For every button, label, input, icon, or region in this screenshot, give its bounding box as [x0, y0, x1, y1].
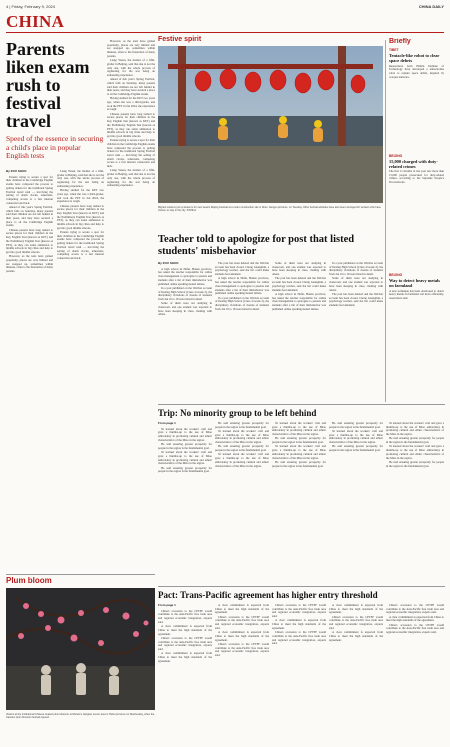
- section-name: CHINA: [6, 12, 65, 31]
- trip-para: He said ensuring greater prosperity for people in the region is the fundamental goal.: [386, 436, 444, 445]
- section-header: [6, 11, 444, 33]
- brief-headline: Tentacle-like robot to clear space debris: [389, 53, 440, 63]
- lead-para: Parents trying to secure a spot for their children in the Cambridge English exams have compared the process to getting tickets for the traditional Spring Festival travel rush — involving the setting of alarm clocks, rehearsals, competing access to a fast internet connection and luck.: [6, 174, 53, 205]
- lead-para: Chinese parents have long rushed to secure places for their children in the Key English Test (known as KET) and the Preliminary English Test (known as PET), as they can assist admission to middle schools in big cities and help to get into good middle schools.: [6, 227, 53, 254]
- lead-para: Ahead of this year's Spring Festival, which falls on Saturday, many parents said their children are not left behind in their peers, and they have secured a place to sit the Cambridge English exams.: [107, 77, 155, 97]
- briefly-title: Briefly: [389, 38, 411, 45]
- lead-para: Liang Yanan, the mother of a fifth-grader in Beijing, said that she is not the only one, with the whole process of registering for the test being an exhausting experience.: [57, 170, 104, 188]
- brief-place: BEIJING: [389, 153, 403, 158]
- lead-body-col2: [57, 170, 104, 570]
- pact-col5: [386, 604, 444, 744]
- plum-photo: [6, 588, 155, 710]
- lead-para: However, as the tests have gained popularity, places are very limited and are snapped up, sometimes within minutes, often to the frustration of many parents.: [107, 40, 155, 58]
- plum-rule: [6, 574, 155, 575]
- lead-body-col3: [107, 40, 155, 570]
- festive-photo: [158, 46, 383, 203]
- trip-para: Xi learned about the workers' craft and gave a thumbs-up to the use of Miao embroidery in promoting cultural and ethnic characteristics of the Miao in the region.: [272, 422, 326, 437]
- brief-place: TIBET: [389, 48, 399, 52]
- teacher-para: In a post published on the WeChat account of Dexing High School (Class 4 Grade 2), the disciplinary violations of dozens of students from Jan 16 to 18 were listed in detail.: [158, 285, 212, 301]
- brief-headline: 15,000 charged with duty-related crimes: [389, 158, 438, 169]
- brief-body: Researchers from Harbin Institute of Technology have developed a tentacle-like robot to capture space debris, inspired by octopus tentacles.: [389, 64, 444, 79]
- teacher-para: In a post published on the WeChat account of Dexing High School (Class 4 Grade 2), the disciplinary violations of dozens of students from Jan 16 to 18 were listed in detail.: [329, 262, 383, 277]
- teacher-col1: [158, 262, 212, 402]
- brief-headline: Way to detect heavy metals on farmland: [389, 278, 440, 288]
- trip-col4: [329, 422, 383, 582]
- trip-para: He said ensuring greater prosperity for people in the region is the fundamental goal.: [215, 422, 269, 429]
- pact-para: A clear commitment is expected from China to meet the high standards of the agreement.: [158, 651, 212, 663]
- trip-from: From page 1: [158, 422, 176, 425]
- pact-para: China's accession to the CPTPP would contribute to the Asia-Pacific free trade area and regional economic integration, experts said.: [215, 614, 269, 630]
- pact-para: A clear commitment is expected from China to meet the high standards of the agreement.: [215, 604, 269, 615]
- briefly-sidebar: [389, 38, 444, 402]
- trip-col1: [158, 422, 212, 582]
- teacher-para: The post has been deleted and the WeChat account has been closed. Cheng Guangmin, a psychology teacher, said the list could make students feel ashamed.: [329, 291, 383, 307]
- trip-para: He said ensuring greater prosperity for people in the region is the fundamental goal.: [272, 459, 326, 468]
- trip-col3: [272, 422, 326, 582]
- teacher-para: A high school in Hefei, Hunan province, has asked the teacher responsible for online class management to apologize to parents and students after a list of their misbehavior was published online sparking heated debate.: [272, 291, 326, 311]
- briefly-rule: [385, 40, 386, 402]
- teacher-para: The post has been deleted and the WeChat account has been closed. Cheng Guangmin, a psychology teacher, said the list could make students feel ashamed.: [272, 276, 326, 292]
- trip-headline: Trip: No minority group to be left behind: [158, 408, 317, 418]
- lead-para: Chinese parents have long rushed to secure places for their children in the Key English Test (known as KET) and the Preliminary English Test (known as PET), as they can assist admission to middle schools in big cities and help to get into good middle schools.: [57, 203, 104, 230]
- pact-para: China's accession to the CPTPP would contribute to the Asia-Pacific free trade area and regional economic integration, experts said.: [272, 630, 326, 646]
- lead-body-col1: [6, 170, 53, 570]
- teacher-para: The post has been deleted and the WeChat account has been closed. Cheng Guangmin, a psychology teacher, said the list could make students feel ashamed.: [215, 262, 269, 277]
- pact-para: China's accession to the CPTPP would contribute to the Asia-Pacific free trade area and regional economic integration, experts said.: [329, 614, 383, 630]
- lead-headline: Parents liken exam rush to festival travel: [6, 39, 90, 131]
- lead-para: Liang Yanan, the mother of a fifth-grader in Beijing, said that she is not the only one, with the whole process of registering for the test being an exhausting experience.: [107, 58, 155, 77]
- teacher-para: Some of them were not studying in classroom, and one student was reported to have been sleeping in class, chatting with others.: [158, 301, 212, 317]
- lead-para: However, as the tests have gained popularity, places are very limited and are snapped up, sometimes within minutes, often to the frustration of many parents.: [6, 254, 53, 274]
- trip-col2: [215, 422, 269, 582]
- pact-para: A clear commitment is expected from China to meet the high standards of the agreement.: [272, 618, 326, 630]
- plum-caption: Visitors at the Institutional Chinese treated plum blossom at Wuhan's Jiangtan scenic area in Hubei province on Wednesday, when the Canoiun plum blossom festival opened.: [6, 713, 155, 720]
- festive-photo-art: [158, 46, 383, 203]
- pact-col4: [329, 604, 383, 744]
- lead-para: Having studied for the KET two years ago, when she was a third-grader, and took the PET in Jan 2024, the experience is tough.: [57, 188, 104, 204]
- pact-col2: [215, 604, 269, 744]
- teacher-para: Some of them were not studying in classroom, and one student was reported to have been sleeping in class, chatting with others.: [272, 262, 326, 277]
- trip-para: He said ensuring greater prosperity for people in the region is the fundamental goal.: [329, 422, 383, 429]
- page-date: 4 | Friday, February 9, 2024: [6, 4, 55, 9]
- lead-byline: By ZOU SHUO: [6, 170, 27, 173]
- lead-story: [6, 40, 104, 161]
- teacher-byline: By ZOU SHUO: [158, 262, 179, 265]
- teacher-para: Some of them were not studying in classroom, and one student was reported to have been sleeping in class, chatting with others.: [329, 276, 383, 292]
- trip-para: He said ensuring greater prosperity for people in the region is the fundamental goal.: [158, 465, 212, 474]
- teacher-para: A high school in Hefei, Hunan province, has asked the teacher responsible for online class management to apologize to parents and students after a list of their misbehavior was published online sparking heated debate.: [158, 266, 212, 286]
- pact-para: A clear commitment is expected from China to meet the high standards of the agreement.: [215, 630, 269, 642]
- teacher-headline: Teacher told to apologize for post that listed students' misbehavior: [158, 234, 355, 257]
- pact-para: China's accession to the CPTPP would contribute to the Asia-Pacific free trade area and regional economic integration, experts said.: [215, 641, 269, 657]
- pact-para: A clear commitment is expected from China to meet the high standards of the agreement.: [329, 630, 383, 642]
- trip-para: He said ensuring greater prosperity for people in the region is the fundamental goal.: [329, 444, 383, 453]
- brief-body: A new technique has been developed to detect heavy metals in farmland soil more efficiently, researchers said.: [389, 289, 444, 300]
- festive-label: Festive spirit: [158, 36, 202, 43]
- trip-para: Xi learned about the workers' craft and gave a thumbs-up to the use of Miao embroidery in promoting cultural and ethnic characteristics of the Miao in the region.: [158, 426, 212, 442]
- trip-col5: [386, 422, 444, 582]
- pact-para: China's accession to the CPTPP would contribute to the Asia-Pacific free trade area and regional economic integration, experts said.: [386, 604, 444, 615]
- trip-para: Xi learned about the workers' craft and gave a thumbs-up to the use of Miao embroidery in promoting cultural and ethnic characteristics of the Miao in the region.: [386, 444, 444, 460]
- pact-para: A clear commitment is expected from China to meet the high standards of the agreement.: [158, 624, 212, 636]
- pact-para: China's accession to the CPTPP would contribute to the Asia-Pacific free trade area and regional economic integration, experts said.: [272, 604, 326, 619]
- trip-para: Xi learned about the workers' craft and gave a thumbs-up to the use of Miao embroidery in promoting cultural and ethnic characteristics of the Miao in the region.: [272, 444, 326, 460]
- masthead: [6, 3, 444, 11]
- trip-para: He said ensuring greater prosperity for people in the region is the fundamental goal.: [158, 442, 212, 450]
- lead-para: Parents trying to secure a spot for their children in the Cambridge English exams have compared the process to getting tickets for the traditional Spring Festival travel rush — involving the setting of alarm clocks, rehearsals, competing access to a fast internet connection and luck.: [57, 230, 104, 260]
- lead-para: Ahead of this year's Spring Festival, which falls on Saturday, many parents said their children are not left behind in their peers, and they have secured a place to sit the Cambridge English exams.: [6, 204, 53, 228]
- teacher-col2: [215, 262, 269, 402]
- pact-col1: [158, 604, 212, 744]
- paper-name: CHINA DAILY: [418, 4, 444, 9]
- pact-para: A clear commitment is expected from China to meet the high standards of the agreement.: [329, 604, 383, 615]
- pact-col3: [272, 604, 326, 744]
- lead-para: Parents trying to secure a spot for their children in the Cambridge English exams have compared the process to getting tickets for the traditional Spring Festival travel rush — involving the setting of alarm clocks, rehearsals, competing access to a fast internet connection and luck.: [107, 138, 155, 169]
- lead-para: Liang Yanan, the mother of a fifth-grader in Beijing, said that she is not the only one, with the whole process of registering for the test being an exhausting experience.: [107, 168, 155, 188]
- pact-rule: [158, 586, 445, 587]
- lead-para: Chinese parents have long rushed to secure places for their children in the Key English Test (known as KET) and the Preliminary English Test (known as PET), as they can assist admission to middle schools in big cities and help to get into good middle schools.: [107, 111, 155, 138]
- trip-para: Xi learned about the workers' craft and gave a thumbs-up to the use of Miao embroidery in promoting cultural and ethnic characteristics of the Miao in the region.: [158, 450, 212, 466]
- trip-para: He said ensuring greater prosperity for people in the region is the fundamental goal.: [215, 444, 269, 453]
- pact-para: China's accession to the CPTPP would contribute to the Asia-Pacific free trade area and regional economic integration, experts said.: [386, 622, 444, 635]
- brief-place: BEIJING: [389, 273, 403, 277]
- trip-para: Xi learned about the workers' craft and gave a thumbs-up to the use of Miao embroidery in promoting cultural and ethnic characteristics of the Miao in the region.: [215, 452, 269, 468]
- teacher-col4: [329, 262, 383, 402]
- pact-para: A clear commitment is expected from China to meet the high standards of the agreement.: [386, 614, 444, 623]
- trip-para: Xi learned about the workers' craft and gave a thumbs-up to the use of Miao embroidery in promoting cultural and ethnic characteristics of the Miao in the region.: [329, 429, 383, 445]
- trip-para: Xi learned about the workers' craft and gave a thumbs-up to the use of Miao embroidery in promoting cultural and ethnic characteristics of the Miao in the region.: [386, 422, 444, 437]
- plum-photo-art: [6, 588, 155, 710]
- teacher-col3: [272, 262, 326, 402]
- brief-body: The first 11 months of last year saw more than 15,000 people prosecuted for duty-related crimes, according to the Supreme People's Procuratorate.: [389, 170, 444, 185]
- pact-from: From page 1: [158, 604, 176, 607]
- teacher-para: A high school in Hefei, Hunan province, has asked the teacher responsible for online class management to apologize to parents and students after a list of their misbehavior was published online sparking heated debate.: [215, 276, 269, 296]
- trip-rule: [158, 404, 445, 405]
- festive-caption: Migrant workers put up lanterns for next week's Beijing Festival at a metro construction site in Wuxi, Jiangsu province, on Tuesday. Other festival activities have also been arranged for workers who have chosen to stay in the city. XINHUA: [158, 206, 381, 213]
- trip-para: He said ensuring greater prosperity for people in the region is the fundamental goal.: [272, 436, 326, 445]
- trip-para: He said ensuring greater prosperity for people in the region is the fundamental goal.: [386, 459, 444, 468]
- plum-headline: Plum bloom: [6, 576, 52, 585]
- pact-para: China's accession to the CPTPP would contribute to the Asia-Pacific free trade area and regional economic integration, experts said.: [158, 635, 212, 651]
- lead-para: Having studied for the KET two years ago, when she was a third-grader, and took the PET in Jan 2024, the experience is tough.: [107, 96, 155, 112]
- pact-headline: Pact: Trans-Pacific agreement has higher entry threshold: [158, 590, 378, 600]
- lead-deck: Speed of the essence in securing a child's place in popular English tests: [6, 134, 104, 160]
- pact-para: China's accession to the CPTPP would contribute to the Asia-Pacific free trade area and regional economic integration, experts said.: [158, 608, 212, 624]
- trip-para: Xi learned about the workers' craft and gave a thumbs-up to the use of Miao embroidery in promoting cultural and ethnic characteristics of the Miao in the region.: [215, 429, 269, 445]
- teacher-para: In a post published on the WeChat account of Dexing High School (Class 4 Grade 2), the disciplinary violations of dozens of students from Jan 16 to 18 were listed in detail.: [215, 295, 269, 311]
